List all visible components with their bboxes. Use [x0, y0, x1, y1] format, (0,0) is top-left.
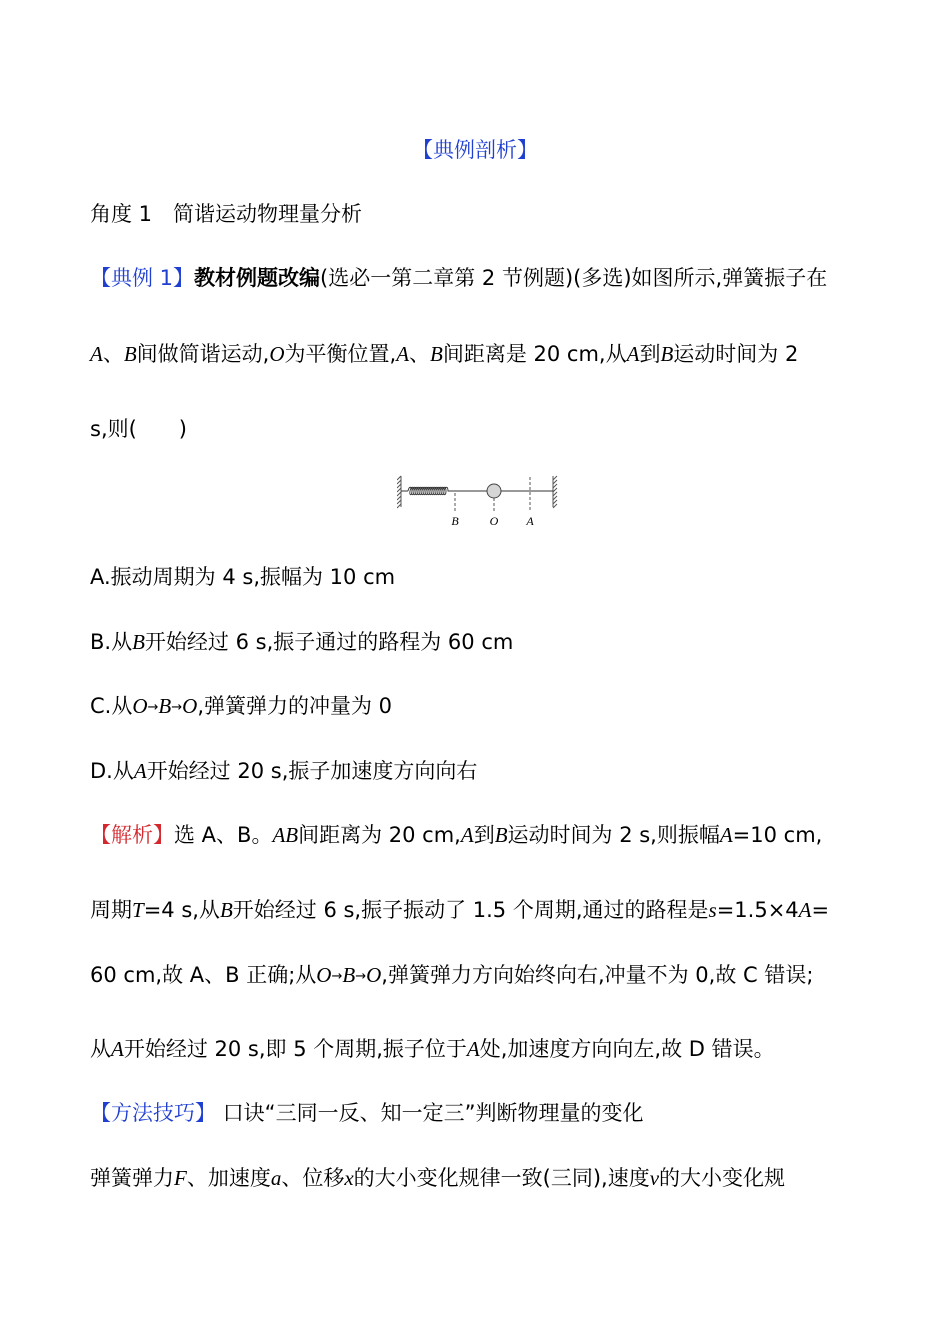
- var-a: A: [719, 823, 733, 847]
- example-bold-text: 教材例题改编: [194, 266, 321, 290]
- analysis-line-2: [90, 896, 829, 924]
- var-a: A: [460, 823, 474, 847]
- text: 的大小变化规: [659, 1166, 786, 1190]
- analysis-line-4: [90, 1035, 775, 1063]
- var-o: O: [132, 694, 148, 718]
- var-a-lower: a: [270, 1166, 282, 1190]
- text: 到: [639, 342, 661, 366]
- var-a: A: [133, 759, 147, 783]
- text: 从: [90, 1037, 111, 1061]
- option-c: [90, 692, 392, 722]
- spring-oscillator-figure: [397, 473, 561, 531]
- example-line-3: s,则( ): [90, 417, 188, 441]
- var-a: A: [798, 898, 812, 922]
- text: 的大小变化规律一致(三同),速度: [353, 1166, 650, 1190]
- label-b: B: [451, 514, 459, 528]
- method-tag: 【方法技巧】: [90, 1101, 216, 1125]
- example-line-2: [90, 340, 798, 368]
- var-a: A: [396, 342, 410, 366]
- var-o: O: [182, 694, 198, 718]
- angle-heading: [90, 200, 362, 228]
- example-line-1: [90, 264, 827, 292]
- var-b: B: [219, 898, 233, 922]
- text: 开始经过 6 s,振子振动了 1.5 个周期,通过的路程是: [232, 898, 709, 922]
- text: =10 cm,: [732, 823, 823, 847]
- arrow: →: [171, 700, 183, 715]
- analysis-line-3: [90, 961, 813, 991]
- text: 、: [409, 342, 431, 366]
- text: 周期: [90, 898, 132, 922]
- method-line-2: [90, 1164, 785, 1192]
- text: D.从: [90, 759, 134, 783]
- analysis-line-1: [90, 821, 822, 849]
- var-a: A: [111, 1037, 124, 1061]
- text: 运动时间为 2: [673, 342, 799, 366]
- text: 选 A、B。: [174, 823, 273, 847]
- text: 开始经过 6 s,振子通过的路程为 60 cm: [144, 630, 514, 654]
- arrow: →: [331, 969, 343, 984]
- text: 开始经过 20 s,振子加速度方向向右: [146, 759, 478, 783]
- text: 开始经过 20 s,即 5 个周期,振子位于: [123, 1037, 467, 1061]
- right-wall: [553, 476, 557, 508]
- var-v: v: [649, 1166, 660, 1190]
- text: ,弹簧弹力方向始终向右,冲量不为 0,故 C 错误;: [381, 963, 814, 987]
- var-a: A: [626, 342, 640, 366]
- arrow: →: [147, 700, 159, 715]
- var-o: O: [316, 963, 332, 987]
- text: B.从: [90, 630, 133, 654]
- text: =: [811, 898, 830, 922]
- text: 运动时间为 2 s,则振幅: [507, 823, 720, 847]
- left-wall: [397, 476, 401, 508]
- text: 、加速度: [186, 1166, 271, 1190]
- text: 间距离为 20 cm,: [298, 823, 461, 847]
- angle-label: 角度 1: [90, 202, 153, 226]
- section-title: 【典例剖析】: [412, 138, 538, 162]
- text: 间距离是 20 cm,从: [442, 342, 627, 366]
- label-a: A: [526, 514, 534, 528]
- var-b: B: [158, 694, 172, 718]
- text: 为平衡位置,: [284, 342, 397, 366]
- method-line-1: [90, 1099, 643, 1127]
- var-a: A: [90, 342, 103, 366]
- example-tag: 【典例 1】: [90, 266, 195, 290]
- text: 弹簧弹力: [90, 1166, 174, 1190]
- option-a: A.振动周期为 4 s,振幅为 10 cm: [90, 565, 396, 589]
- text: 间做简谐运动,: [136, 342, 270, 366]
- var-b: B: [494, 823, 508, 847]
- var-a: A: [466, 1037, 480, 1061]
- analysis-tag: 【解析】: [90, 823, 174, 847]
- text: 到: [473, 823, 495, 847]
- var-ab: AB: [272, 823, 299, 847]
- text: 、: [102, 342, 124, 366]
- var-b: B: [430, 342, 443, 366]
- var-b: B: [132, 630, 145, 654]
- var-f: F: [174, 1166, 187, 1190]
- text: 处,加速度方向向左,故 D 错误。: [479, 1037, 775, 1061]
- text: =1.5×4: [716, 898, 799, 922]
- spring: [408, 487, 487, 495]
- arrow: →: [355, 969, 367, 984]
- var-x: x: [344, 1166, 354, 1190]
- option-b: [90, 628, 513, 656]
- text: 、位移: [281, 1166, 345, 1190]
- var-o: O: [366, 963, 382, 987]
- option-d: [90, 757, 477, 785]
- var-o: O: [269, 342, 285, 366]
- angle-text: 简谐运动物理量分析: [173, 202, 363, 226]
- var-s: s: [708, 898, 717, 922]
- var-b: B: [123, 342, 137, 366]
- text: C.从: [90, 694, 133, 718]
- text: =4 s,从: [143, 898, 220, 922]
- method-text: 口诀“三同一反、知一定三”判断物理量的变化: [222, 1101, 644, 1125]
- text: 60 cm,故 A、B 正确;从: [90, 963, 317, 987]
- oscillator-ball: [487, 484, 501, 498]
- var-b: B: [660, 342, 674, 366]
- var-t: T: [132, 898, 144, 922]
- var-b: B: [342, 963, 356, 987]
- text: ,弹簧弹力的冲量为 0: [197, 694, 393, 718]
- example-source: (选必一第二章第 2 节例题)(多选)如图所示,弹簧振子在: [320, 266, 828, 290]
- label-o: O: [489, 514, 499, 528]
